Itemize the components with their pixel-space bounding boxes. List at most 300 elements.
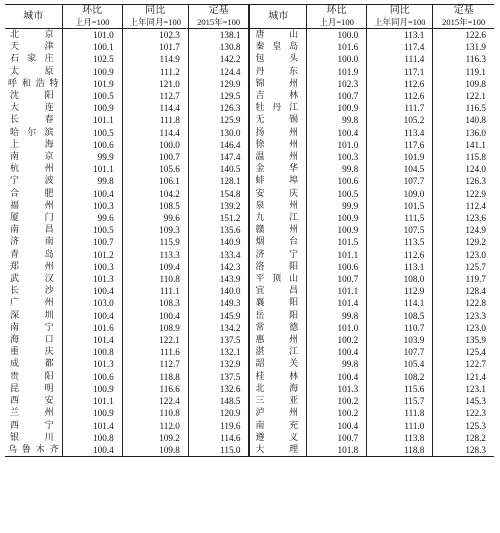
mom-value-left: 100.7 xyxy=(62,236,122,248)
table-row xyxy=(5,151,494,163)
fixed-value-right: 116.3 xyxy=(433,53,494,65)
table-row xyxy=(5,66,494,78)
fixed-value-left: 115.0 xyxy=(188,444,249,457)
fixed-value-left: 120.9 xyxy=(188,407,249,419)
yoy-value-left: 109.3 xyxy=(122,224,188,236)
city-name-left: 北京 xyxy=(10,30,54,40)
fixed-value-left: 138.1 xyxy=(188,29,249,42)
fixed-value-right: 119.1 xyxy=(433,66,494,78)
fixed-value-left: 134.2 xyxy=(188,322,249,334)
fixed-value-left: 132.9 xyxy=(188,358,249,370)
yoy-value-left: 100.7 xyxy=(122,151,188,163)
fixed-value-right: 112.4 xyxy=(433,200,494,212)
yoy-value-left: 112.0 xyxy=(122,420,188,432)
fixed-value-left: 129.9 xyxy=(188,78,249,90)
yoy-value-right: 113.8 xyxy=(367,432,433,444)
mom-value-right: 100.4 xyxy=(307,346,367,358)
yoy-value-right: 117.4 xyxy=(367,41,433,53)
mom-value-right: 101.0 xyxy=(307,322,367,334)
fixed-value-left: 130.0 xyxy=(188,127,249,139)
yoy-value-right: 103.9 xyxy=(367,334,433,346)
mom-value-right: 99.9 xyxy=(307,200,367,212)
table-row xyxy=(5,139,494,151)
yoy-value-left: 101.7 xyxy=(122,41,188,53)
table-row xyxy=(5,102,494,114)
city-name-left: 青岛 xyxy=(10,249,54,260)
fixed-value-right: 109.8 xyxy=(433,78,494,90)
mom-value-left: 101.4 xyxy=(62,334,122,346)
mom-value-left: 99.8 xyxy=(62,175,122,187)
yoy-value-left: 105.6 xyxy=(122,163,188,175)
mom-value-right: 100.9 xyxy=(307,212,367,224)
city-name-right: 遵义 xyxy=(249,432,306,444)
mom-value-left: 101.0 xyxy=(62,29,122,42)
yoy-value-left: 116.6 xyxy=(122,383,188,395)
table-row xyxy=(5,383,494,395)
fixed-value-right: 135.9 xyxy=(433,334,494,346)
yoy-value-right: 111.4 xyxy=(367,53,433,65)
city-name-left: 南京 xyxy=(10,152,54,163)
fixed-value-right: 122.3 xyxy=(433,407,494,419)
table-row xyxy=(5,432,494,444)
fixed-value-right: 140.8 xyxy=(433,114,494,126)
yoy-value-right: 111.5 xyxy=(367,212,433,224)
fixed-value-left: 140.5 xyxy=(188,163,249,175)
city-name-left: 乌鲁木齐 xyxy=(5,444,62,457)
fixed-value-left: 130.8 xyxy=(188,41,249,53)
yoy-value-right: 111.0 xyxy=(367,420,433,432)
mom-header-right: 环比 xyxy=(307,5,367,18)
city-name-right: 洛阳 xyxy=(249,261,306,273)
fixed-value-right: 116.5 xyxy=(433,102,494,114)
yoy-value-right: 108.5 xyxy=(367,310,433,322)
fixed-value-right: 122.1 xyxy=(433,90,494,102)
mom-value-left: 99.9 xyxy=(62,151,122,163)
table-row xyxy=(5,188,494,200)
fixed-value-left: 133.4 xyxy=(188,249,249,261)
fixed-value-left: 146.4 xyxy=(188,139,249,151)
fixed-value-right: 128.2 xyxy=(433,432,494,444)
mom-value-left: 101.1 xyxy=(62,163,122,175)
mom-value-left: 100.9 xyxy=(62,383,122,395)
city-name-right: 锦州 xyxy=(249,78,306,90)
city-name-left: 大连 xyxy=(10,103,54,114)
yoy-value-right: 108.2 xyxy=(367,371,433,383)
price-index-table xyxy=(5,4,494,457)
city-name-left: 海口 xyxy=(10,335,54,346)
mom-value-left: 100.4 xyxy=(62,188,122,200)
fixed-value-left: 129.5 xyxy=(188,90,249,102)
city-name-left: 天津 xyxy=(10,42,54,53)
mom-value-left: 101.2 xyxy=(62,249,122,261)
city-name-left: 西安 xyxy=(10,396,54,407)
city-name-right: 唐山 xyxy=(249,29,306,42)
table-row xyxy=(5,322,494,334)
mom-value-right: 100.4 xyxy=(307,420,367,432)
fixed-value-right: 145.3 xyxy=(433,395,494,407)
yoy-value-left: 100.4 xyxy=(122,310,188,322)
yoy-value-left: 112.7 xyxy=(122,90,188,102)
yoy-value-left: 112.7 xyxy=(122,358,188,370)
mom-value-right: 100.2 xyxy=(307,395,367,407)
mom-value-right: 101.4 xyxy=(307,297,367,309)
city-name-left: 重庆 xyxy=(10,347,54,358)
yoy-value-left: 122.1 xyxy=(122,334,188,346)
city-name-left: 沈阳 xyxy=(10,91,54,102)
mom-value-right: 102.3 xyxy=(307,78,367,90)
fixed-value-left: 137.5 xyxy=(188,371,249,383)
city-name-right: 包头 xyxy=(249,53,306,65)
city-name-right: 温州 xyxy=(249,151,306,163)
city-name-left: 合肥 xyxy=(10,188,54,199)
fixed-value-right: 123.0 xyxy=(433,322,494,334)
mom-value-right: 101.5 xyxy=(307,236,367,248)
mom-value-left: 100.8 xyxy=(62,432,122,444)
city-name-right: 秦皇岛 xyxy=(249,41,306,53)
mom-value-left: 101.3 xyxy=(62,273,122,285)
city-name-left: 深圳 xyxy=(10,310,54,321)
city-name-left: 西宁 xyxy=(10,420,54,431)
city-name-right: 泸州 xyxy=(249,407,306,419)
yoy-value-left: 108.5 xyxy=(122,200,188,212)
city-name-left: 石家庄 xyxy=(10,54,54,65)
mom-value-right: 101.8 xyxy=(307,444,367,457)
fixed-value-left: 142.2 xyxy=(188,53,249,65)
yoy-value-right: 112.6 xyxy=(367,249,433,261)
city-name-left: 济南 xyxy=(10,237,54,248)
city-name-right: 九江 xyxy=(249,212,306,224)
city-name-right: 常德 xyxy=(249,322,306,334)
table-row xyxy=(5,395,494,407)
fixed-value-left: 148.5 xyxy=(188,395,249,407)
mom-value-left: 100.6 xyxy=(62,139,122,151)
table-row xyxy=(5,236,494,248)
city-name-left: 广州 xyxy=(10,298,54,309)
fixed-subheader-left: 2015年=100 xyxy=(188,17,249,29)
yoy-header-left: 同比 xyxy=(122,5,188,18)
mom-value-left: 101.4 xyxy=(62,420,122,432)
yoy-value-right: 117.1 xyxy=(367,66,433,78)
yoy-header-right: 同比 xyxy=(367,5,433,18)
city-name-right: 丹东 xyxy=(249,66,306,78)
mom-value-left: 100.5 xyxy=(62,224,122,236)
fixed-value-right: 128.4 xyxy=(433,285,494,297)
mom-value-left: 100.1 xyxy=(62,41,122,53)
mom-value-right: 99.8 xyxy=(307,114,367,126)
mom-value-right: 99.8 xyxy=(307,163,367,175)
table-row xyxy=(5,175,494,187)
fixed-value-right: 115.8 xyxy=(433,151,494,163)
city-name-right: 泉州 xyxy=(249,200,306,212)
mom-subheader-right: 上月=100 xyxy=(307,17,367,29)
table-row xyxy=(5,53,494,65)
city-name-right: 三亚 xyxy=(249,395,306,407)
yoy-subheader-left: 上年同月=100 xyxy=(122,17,188,29)
city-header-left: 城市 xyxy=(5,5,62,29)
fixed-subheader-right: 2015年=100 xyxy=(433,17,494,29)
yoy-value-left: 109.4 xyxy=(122,261,188,273)
fixed-value-right: 123.6 xyxy=(433,212,494,224)
fixed-value-right: 126.3 xyxy=(433,175,494,187)
table-body xyxy=(5,29,494,457)
fixed-value-left: 140.0 xyxy=(188,285,249,297)
city-name-right: 岳阳 xyxy=(249,310,306,322)
yoy-value-right: 108.0 xyxy=(367,273,433,285)
fixed-value-right: 124.9 xyxy=(433,224,494,236)
table-row xyxy=(5,224,494,236)
yoy-value-left: 110.8 xyxy=(122,273,188,285)
fixed-value-left: 132.1 xyxy=(188,346,249,358)
yoy-value-right: 113.1 xyxy=(367,261,433,273)
fixed-value-right: 129.2 xyxy=(433,236,494,248)
fixed-value-right: 123.3 xyxy=(433,310,494,322)
mom-value-left: 100.3 xyxy=(62,200,122,212)
table-row xyxy=(5,200,494,212)
city-name-right: 济宁 xyxy=(249,249,306,261)
mom-value-left: 101.6 xyxy=(62,322,122,334)
mom-value-right: 100.0 xyxy=(307,29,367,42)
mom-value-right: 100.7 xyxy=(307,273,367,285)
city-name-left: 长沙 xyxy=(10,286,54,297)
fixed-value-left: 135.6 xyxy=(188,224,249,236)
yoy-value-right: 112.9 xyxy=(367,285,433,297)
city-name-right: 宜昌 xyxy=(249,285,306,297)
mom-value-right: 101.6 xyxy=(307,41,367,53)
table-row xyxy=(5,78,494,90)
yoy-value-right: 115.6 xyxy=(367,383,433,395)
mom-value-right: 100.2 xyxy=(307,407,367,419)
fixed-header-left: 定基 xyxy=(188,5,249,18)
fixed-value-left: 132.6 xyxy=(188,383,249,395)
city-name-left: 宁波 xyxy=(10,176,54,187)
fixed-value-right: 121.4 xyxy=(433,371,494,383)
city-name-left: 哈尔滨 xyxy=(10,127,54,138)
city-header-right: 城市 xyxy=(249,5,306,29)
yoy-value-left: 114.9 xyxy=(122,53,188,65)
mom-value-left: 100.6 xyxy=(62,371,122,383)
city-name-left: 贵阳 xyxy=(10,371,54,382)
yoy-value-left: 114.4 xyxy=(122,102,188,114)
fixed-header-right: 定基 xyxy=(433,5,494,18)
table-row xyxy=(5,407,494,419)
fixed-value-left: 126.3 xyxy=(188,102,249,114)
fixed-value-left: 145.9 xyxy=(188,310,249,322)
yoy-value-right: 105.2 xyxy=(367,114,433,126)
yoy-value-right: 112.6 xyxy=(367,90,433,102)
yoy-value-right: 110.7 xyxy=(367,322,433,334)
yoy-value-left: 108.3 xyxy=(122,297,188,309)
mom-value-right: 100.7 xyxy=(307,90,367,102)
fixed-value-right: 123.0 xyxy=(433,249,494,261)
city-name-right: 无锡 xyxy=(249,114,306,126)
city-name-right: 吉林 xyxy=(249,90,306,102)
mom-value-right: 100.3 xyxy=(307,151,367,163)
yoy-value-right: 107.5 xyxy=(367,224,433,236)
table-row xyxy=(5,310,494,322)
mom-value-left: 100.4 xyxy=(62,444,122,457)
table-row xyxy=(5,273,494,285)
city-name-right: 赣州 xyxy=(249,224,306,236)
table-row xyxy=(5,444,494,457)
mom-value-left: 100.8 xyxy=(62,346,122,358)
city-name-left: 南昌 xyxy=(10,225,54,236)
fixed-value-right: 125.4 xyxy=(433,346,494,358)
yoy-value-right: 104.5 xyxy=(367,163,433,175)
mom-subheader-left: 上月=100 xyxy=(62,17,122,29)
fixed-value-right: 125.3 xyxy=(433,420,494,432)
fixed-value-right: 119.7 xyxy=(433,273,494,285)
yoy-value-right: 117.6 xyxy=(367,139,433,151)
mom-value-left: 102.5 xyxy=(62,53,122,65)
table-row xyxy=(5,90,494,102)
table-row xyxy=(5,420,494,432)
yoy-value-left: 110.8 xyxy=(122,407,188,419)
fixed-value-right: 123.1 xyxy=(433,383,494,395)
mom-value-left: 100.4 xyxy=(62,310,122,322)
fixed-value-left: 149.3 xyxy=(188,297,249,309)
city-name-left: 昆明 xyxy=(10,383,54,394)
fixed-value-right: 124.0 xyxy=(433,163,494,175)
fixed-value-left: 142.3 xyxy=(188,261,249,273)
city-name-left: 成都 xyxy=(10,359,54,370)
mom-value-right: 99.8 xyxy=(307,310,367,322)
yoy-value-right: 113.4 xyxy=(367,127,433,139)
mom-value-left: 100.4 xyxy=(62,285,122,297)
yoy-value-right: 109.0 xyxy=(367,188,433,200)
city-name-right: 金华 xyxy=(249,163,306,175)
mom-value-left: 101.1 xyxy=(62,114,122,126)
mom-value-left: 101.3 xyxy=(62,358,122,370)
mom-value-right: 100.4 xyxy=(307,371,367,383)
yoy-value-left: 108.9 xyxy=(122,322,188,334)
city-name-left: 厦门 xyxy=(10,213,54,224)
yoy-value-left: 106.1 xyxy=(122,175,188,187)
city-name-left: 杭州 xyxy=(10,164,54,175)
table-row xyxy=(5,163,494,175)
mom-value-left: 100.5 xyxy=(62,127,122,139)
mom-value-right: 101.9 xyxy=(307,66,367,78)
fixed-value-right: 122.6 xyxy=(433,29,494,42)
yoy-value-right: 105.4 xyxy=(367,358,433,370)
yoy-value-right: 101.5 xyxy=(367,200,433,212)
city-name-right: 烟台 xyxy=(249,236,306,248)
city-name-right: 蚌埠 xyxy=(249,175,306,187)
table-row xyxy=(5,371,494,383)
yoy-value-left: 111.1 xyxy=(122,285,188,297)
city-name-left: 福州 xyxy=(10,200,54,211)
city-name-left: 太原 xyxy=(10,66,54,77)
table-row xyxy=(5,41,494,53)
mom-value-right: 101.1 xyxy=(307,285,367,297)
fixed-value-left: 124.4 xyxy=(188,66,249,78)
fixed-value-right: 136.0 xyxy=(433,127,494,139)
city-name-right: 北海 xyxy=(249,383,306,395)
yoy-value-right: 118.8 xyxy=(367,444,433,457)
fixed-value-right: 125.7 xyxy=(433,261,494,273)
yoy-value-left: 111.6 xyxy=(122,346,188,358)
yoy-value-left: 109.2 xyxy=(122,432,188,444)
fixed-value-right: 141.1 xyxy=(433,139,494,151)
city-name-right: 安庆 xyxy=(249,188,306,200)
table-row xyxy=(5,285,494,297)
fixed-value-left: 128.1 xyxy=(188,175,249,187)
table-row xyxy=(5,297,494,309)
yoy-value-right: 101.9 xyxy=(367,151,433,163)
table-row xyxy=(5,334,494,346)
yoy-value-right: 114.1 xyxy=(367,297,433,309)
table-row xyxy=(5,212,494,224)
fixed-value-left: 137.5 xyxy=(188,334,249,346)
table-row xyxy=(5,114,494,126)
table-row xyxy=(5,249,494,261)
fixed-value-left: 154.8 xyxy=(188,188,249,200)
yoy-value-left: 100.0 xyxy=(122,139,188,151)
fixed-value-left: 143.9 xyxy=(188,273,249,285)
fixed-value-left: 114.6 xyxy=(188,432,249,444)
yoy-value-right: 107.7 xyxy=(367,346,433,358)
mom-value-left: 100.9 xyxy=(62,102,122,114)
mom-value-right: 100.6 xyxy=(307,175,367,187)
price-index-table-wrapper xyxy=(5,4,494,457)
city-name-left: 上海 xyxy=(10,139,54,150)
city-name-left: 长春 xyxy=(10,115,54,126)
city-name-left: 武汉 xyxy=(10,274,54,285)
yoy-value-right: 113.5 xyxy=(367,236,433,248)
mom-value-left: 99.6 xyxy=(62,212,122,224)
yoy-value-left: 121.0 xyxy=(122,78,188,90)
table-row xyxy=(5,358,494,370)
mom-value-right: 100.9 xyxy=(307,224,367,236)
fixed-value-left: 125.9 xyxy=(188,114,249,126)
yoy-value-left: 114.4 xyxy=(122,127,188,139)
yoy-value-left: 113.3 xyxy=(122,249,188,261)
mom-value-right: 100.9 xyxy=(307,102,367,114)
city-name-right: 牡丹江 xyxy=(249,102,306,114)
city-name-right: 南充 xyxy=(249,420,306,432)
city-name-left: 呼和浩特 xyxy=(8,78,59,89)
table-row xyxy=(5,261,494,273)
mom-value-left: 100.9 xyxy=(62,407,122,419)
yoy-value-left: 122.4 xyxy=(122,395,188,407)
mom-value-right: 100.4 xyxy=(307,127,367,139)
yoy-value-left: 99.6 xyxy=(122,212,188,224)
city-name-right: 大理 xyxy=(249,444,306,457)
fixed-value-right: 122.7 xyxy=(433,358,494,370)
mom-value-left: 101.1 xyxy=(62,395,122,407)
table-row xyxy=(5,29,494,42)
mom-value-right: 101.1 xyxy=(307,249,367,261)
yoy-value-left: 104.2 xyxy=(122,188,188,200)
yoy-value-left: 115.9 xyxy=(122,236,188,248)
mom-value-left: 101.9 xyxy=(62,78,122,90)
mom-value-right: 100.7 xyxy=(307,432,367,444)
yoy-value-left: 111.2 xyxy=(122,66,188,78)
yoy-subheader-right: 上年同月=100 xyxy=(367,17,433,29)
mom-value-right: 100.2 xyxy=(307,334,367,346)
city-name-left: 郑州 xyxy=(10,261,54,272)
city-name-right: 桂林 xyxy=(249,371,306,383)
city-name-right: 襄阳 xyxy=(249,297,306,309)
yoy-value-left: 102.3 xyxy=(122,29,188,42)
yoy-value-left: 109.8 xyxy=(122,444,188,457)
mom-value-right: 101.0 xyxy=(307,139,367,151)
mom-value-left: 103.0 xyxy=(62,297,122,309)
yoy-value-right: 107.7 xyxy=(367,175,433,187)
city-name-right: 扬州 xyxy=(249,127,306,139)
yoy-value-right: 111.8 xyxy=(367,407,433,419)
city-name-right: 韶关 xyxy=(249,358,306,370)
mom-value-right: 99.8 xyxy=(307,358,367,370)
